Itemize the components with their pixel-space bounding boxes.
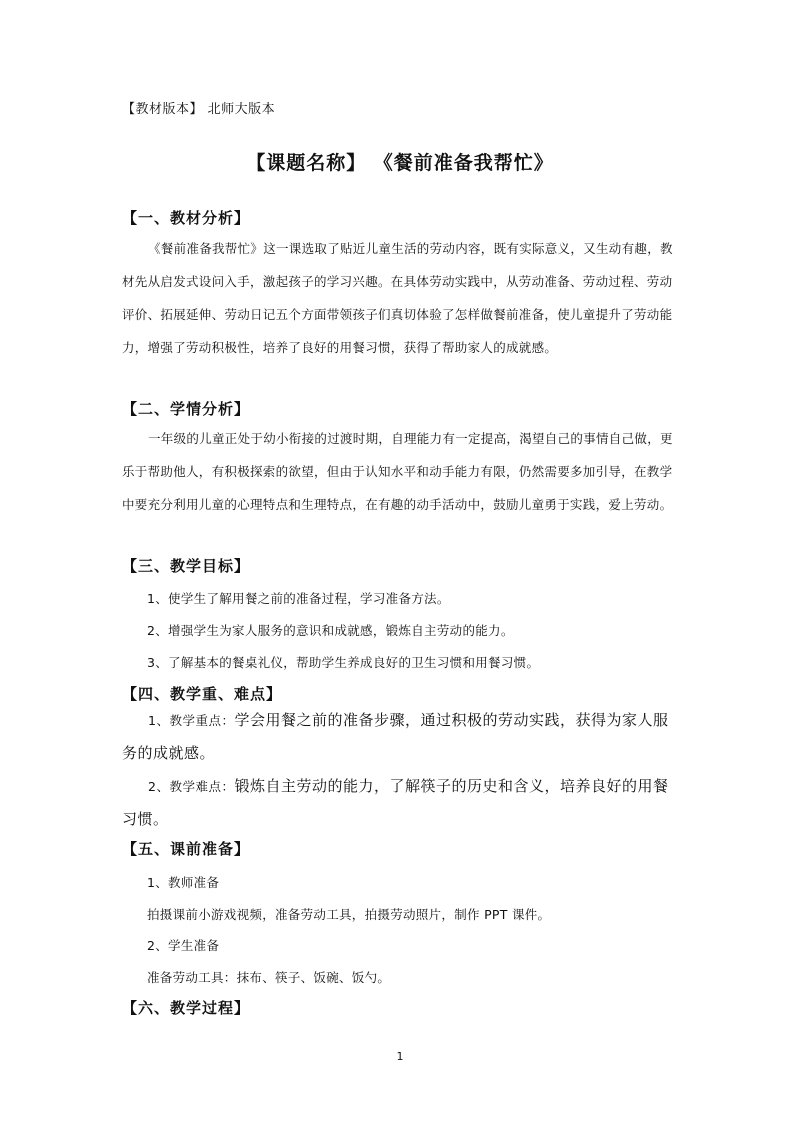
goal-item: 1、使学生了解用餐之前的准备过程，学习准备方法。 — [147, 591, 450, 606]
textbook-analysis-text: 《餐前准备我帮忙》这一课选取了贴近儿童生活的劳动内容，既有实际意义，又生动有趣，教材先从启发式设问入手，激起孩子的学习兴趣。在具体劳动实践中，从劳动准备、劳动过程、劳动评价、拓展延伸、劳动日记五个方面带领孩子们真切体验了怎样做餐前准备，使儿童提升了劳动能力，增强了劳动积极性，培养了良好的用餐习惯，获得了帮助家人的成就感。 — [122, 241, 673, 355]
textbook-edition: 【教材版本】 北师大版本 — [122, 102, 276, 117]
difficult-point-label: 2、教学难点： — [148, 779, 235, 794]
key-point-text: 学会用餐之前的准备步骤，通过积极的劳动实践，获得为家人服务的成就感。 — [122, 711, 669, 762]
key-point — [122, 704, 682, 770]
student-prep-label: 2、学生准备 — [147, 938, 220, 953]
difficult-point-text: 锻炼自主劳动的能力，了解筷子的历史和含义，培养良好的用餐习惯。 — [122, 777, 669, 828]
section-heading-textbook-analysis: 【一、教材分析】 — [122, 209, 251, 227]
goal-item: 3、了解基本的餐桌礼仪，帮助学生养成良好的卫生习惯和用餐习惯。 — [147, 655, 540, 670]
teacher-prep-label: 1、教师准备 — [147, 875, 220, 890]
section-heading-student-analysis: 【二、学情分析】 — [122, 400, 251, 418]
goal-item: 2、增强学生为家人服务的意识和成就感，锻炼自主劳动的能力。 — [147, 623, 514, 638]
student-prep-text: 准备劳动工具：抹布、筷子、饭碗、饭勺。 — [147, 970, 391, 985]
section-heading-teaching-process: 【六、教学过程】 — [122, 999, 251, 1017]
page-number: 1 — [396, 1050, 404, 1063]
section-heading-preparation: 【五、课前准备】 — [122, 840, 251, 858]
difficult-point — [122, 770, 682, 836]
student-analysis-text: 一年级的儿童正处于幼小衔接的过渡时期，自理能力有一定提高，渴望自己的事情自己做，更乐于帮助他人，有积极探索的欲望，但由于认知水平和动手能力有限，仍然需要多加引导，在教学中要充分利用儿童的心理特点和生理特点，在有趣的动手活动中，鼓励儿童勇于实践，爱上劳动。 — [122, 431, 673, 512]
section-heading-teaching-goals: 【三、教学目标】 — [122, 557, 251, 575]
section-heading-key-difficult-points: 【四、教学重、难点】 — [122, 685, 283, 703]
lesson-title: 【课题名称】 《餐前准备我帮忙》 — [246, 152, 554, 174]
teacher-prep-text: 拍摄课前小游戏视频，准备劳动工具，拍摄劳动照片，制作 PPT 课件。 — [147, 907, 551, 922]
key-point-label: 1、教学重点： — [148, 713, 235, 728]
